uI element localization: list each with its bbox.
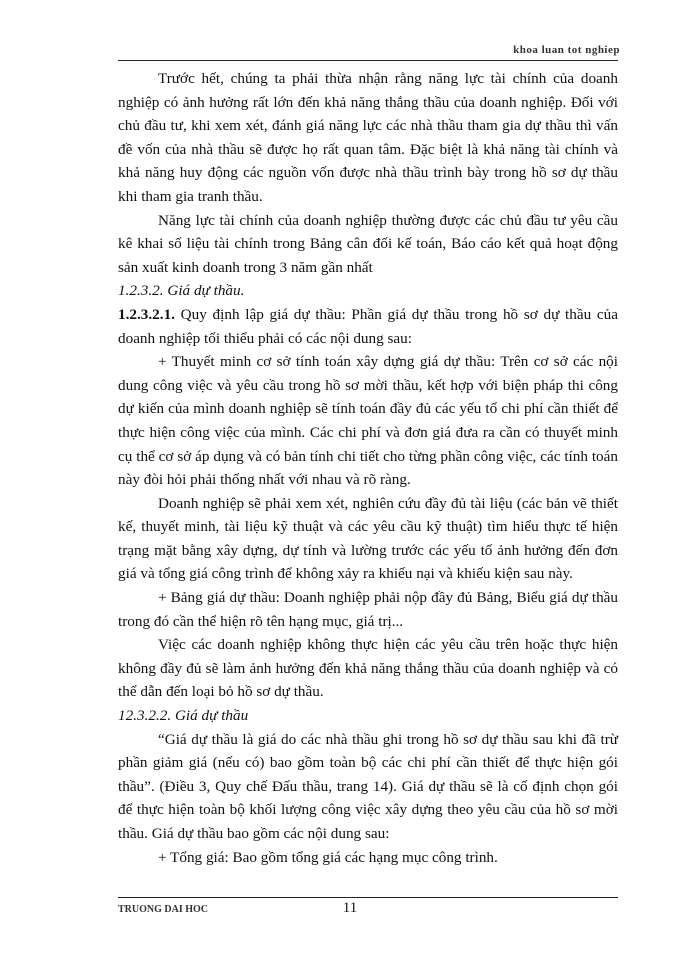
- footer-divider: [118, 897, 618, 898]
- body-paragraph: + Tổng giá: Bao gồm tổng giá các hạng mục công trình.: [158, 848, 498, 866]
- running-header: khoa luan tot nghiep: [513, 44, 620, 56]
- paragraph-text: Quy định lập giá dự thầu: Phần giá dự thầu trong hồ sơ dự thầu của doanh nghiệp tối thiểu phải có các nội dung sau:: [118, 305, 618, 347]
- body-paragraph: Doanh nghiệp sẽ phải xem xét, nghiên cứu đầy đủ tài liệu (các bản vẽ thiết kế, thuyết minh, tài liệu kỹ thuật và các yêu cầu kỹ thuật) tìm hiểu thực tế hiện trạng mặt bằng xây dựng, dự tính và lường trước các yếu tố ảnh hưởng đến đơn giá và tổng giá công trình để không xảy ra khiếu nại và khiếu kiện sau này.: [118, 494, 618, 583]
- header-divider: [118, 60, 618, 61]
- section-heading: 12.3.2.2. Giá dự thầu: [118, 707, 249, 725]
- body-paragraph: Trước hết, chúng ta phải thừa nhận rằng năng lực tài chính của doanh nghiệp có ảnh hưởng rất lớn đến khả năng thắng thầu của doanh nghiệp. Đối với chủ đầu tư, khi xem xét, đánh giá năng lực các nhà thầu tham gia dự thầu thì vấn đề vốn của nhà thầu sẽ được họ rất quan tâm. Đặc biệt là khả năng tài chính và khả năng huy động các nguồn vốn được nhà thầu trình bày trong hồ sơ dự thầu khi tham gia tranh thầu.: [118, 70, 618, 205]
- running-footer: TRUONG DAI HOC: [118, 904, 209, 915]
- section-heading: 1.2.3.2. Giá dự thầu.: [118, 282, 245, 300]
- body-paragraph: “Giá dự thầu là giá do các nhà thầu ghi trong hồ sơ dự thầu sau khi đã trừ phần giảm giá (nếu có) bao gồm toàn bộ các chi phí cần thiết để thực hiện gói thầu”. (Điều 3, Quy chế Đấu thầu, trang 14). Giá dự thầu sẽ là cố định chọn gói để thực hiện toàn bộ khối lượng công việc xây dựng theo yêu cầu của hồ sơ mời thầu. Giá dự thầu bao gồm các nội dung sau:: [118, 730, 618, 842]
- body-paragraph: + Bảng giá dự thầu: Doanh nghiệp phải nộp đầy đủ Bảng, Biểu giá dự thầu trong đó cần thể hiện rõ tên hạng mục, giá trị...: [118, 589, 618, 630]
- document-body: [118, 67, 618, 869]
- paragraph-number: 1.2.3.2.1.: [118, 305, 175, 323]
- page-number: 11: [342, 900, 358, 916]
- body-paragraph: Việc các doanh nghiệp không thực hiện các yêu cầu trên hoặc thực hiện không đầy đủ sẽ làm ảnh hưởng đến khả năng thắng thầu của doanh nghiệp và có thể dẫn đến loại bỏ hồ sơ dự thầu.: [118, 636, 618, 701]
- numbered-paragraph: [118, 303, 618, 350]
- body-paragraph: Năng lực tài chính của doanh nghiệp thường được các chủ đầu tư yêu cầu kê khai số liệu tài chính trong Bảng cân đối kế toán, Báo cáo kết quả hoạt động sản xuất kinh doanh trong 3 năm gần nhất: [118, 211, 618, 276]
- body-paragraph: + Thuyết minh cơ sở tính toán xây dựng giá dự thầu: Trên cơ sở các nội dung công việc và yêu cầu trong hồ sơ mời thầu, kết hợp với biện pháp thi công dự kiến của mình doanh nghiệp sẽ tính toán đầy đủ các yếu tố chi phí cần thiết để thực hiện công việc của mình. Các chi phí và đơn giá đưa ra cần có thuyết minh cụ thể cơ sở áp dụng và có bản tính chi tiết cho từng phần công việc, các tính toán này đòi hỏi phải thống nhất với nhau và rõ ràng.: [118, 353, 618, 489]
